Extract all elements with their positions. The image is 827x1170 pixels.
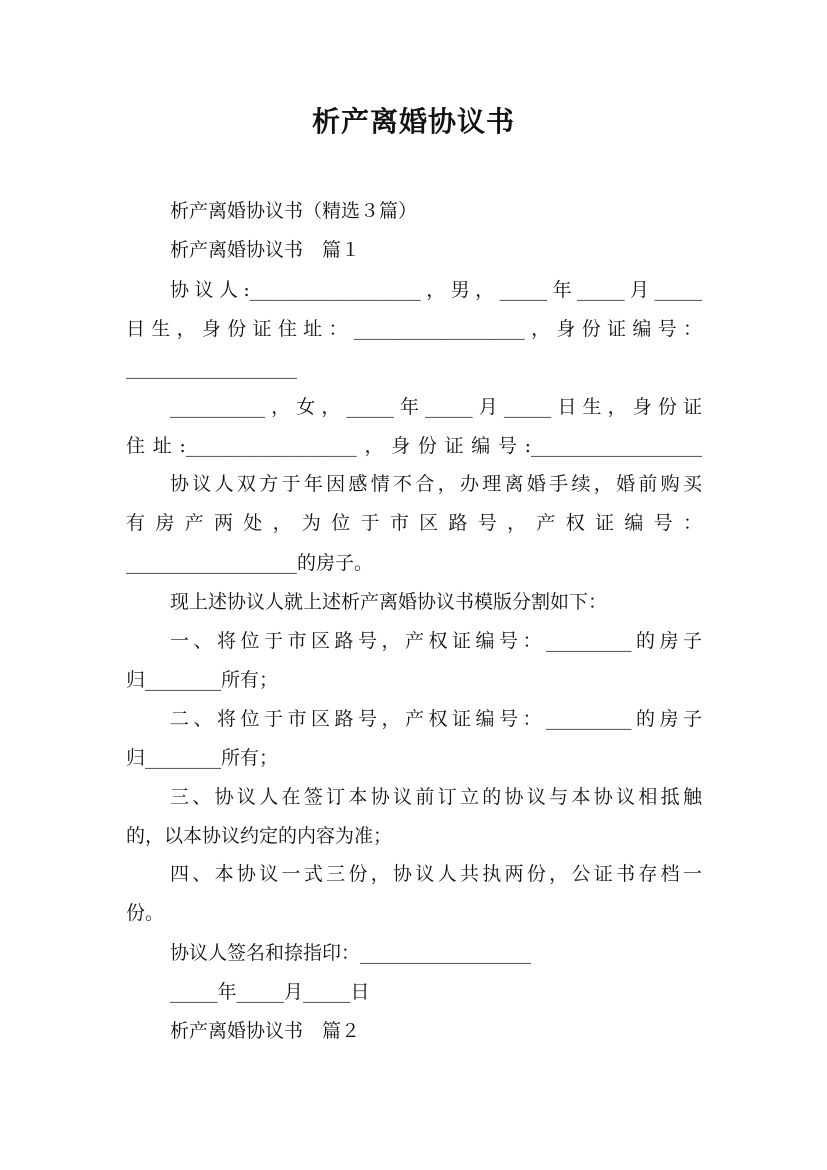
text-line: 析产离婚协议书 篇１ <box>170 239 361 261</box>
text-line: __________________的房子。 <box>126 552 374 574</box>
text-line: 二、将位于市区路号，产权证编号：_________的房子 <box>170 708 702 730</box>
text-line: 协议人签名和捺指印：__________________ <box>170 942 532 964</box>
text-line: 一、将位于市区路号，产权证编号：_________的房子 <box>170 630 702 652</box>
text-line: 协议人:__________________，男，_____年_____月_____ <box>170 279 702 301</box>
text-line: 现上述协议人就上述析产离婚协议书模版分割如下： <box>170 591 608 613</box>
text-line: 日生，身份证住址：__________________，身份证编号： <box>126 318 702 340</box>
text-line: 住址:__________________，身份证编号:__________________ <box>126 435 702 457</box>
text-line: _____年_____月_____日 <box>170 981 370 1003</box>
text-line: 四、本协议一式三份，协议人共执两份，公证书存档一 <box>170 863 702 885</box>
text-line: 协议人双方于年因感情不合，办理离婚手续，婚前购买 <box>170 473 702 495</box>
text-line: 归________所有； <box>126 669 279 691</box>
text-line: __________________ <box>126 357 297 379</box>
text-line: __________，女，_____年_____月_____日生，身份证 <box>170 396 702 418</box>
text-line: 归________所有； <box>126 747 279 769</box>
text-line: 析产离婚协议书 篇２ <box>170 1020 361 1042</box>
text-line: 份。 <box>126 902 165 924</box>
text-line: 析产离婚协议书（精选３篇） <box>170 200 418 222</box>
text-line: 三、协议人在签订本协议前订立的协议与本协议相抵触 <box>170 786 702 808</box>
text-line: 的，以本协议约定的内容为准； <box>126 825 393 847</box>
text-line: 有房产两处，为位于市区路号，产权证编号： <box>126 512 702 534</box>
document-title: 析产离婚协议书 <box>311 105 515 138</box>
